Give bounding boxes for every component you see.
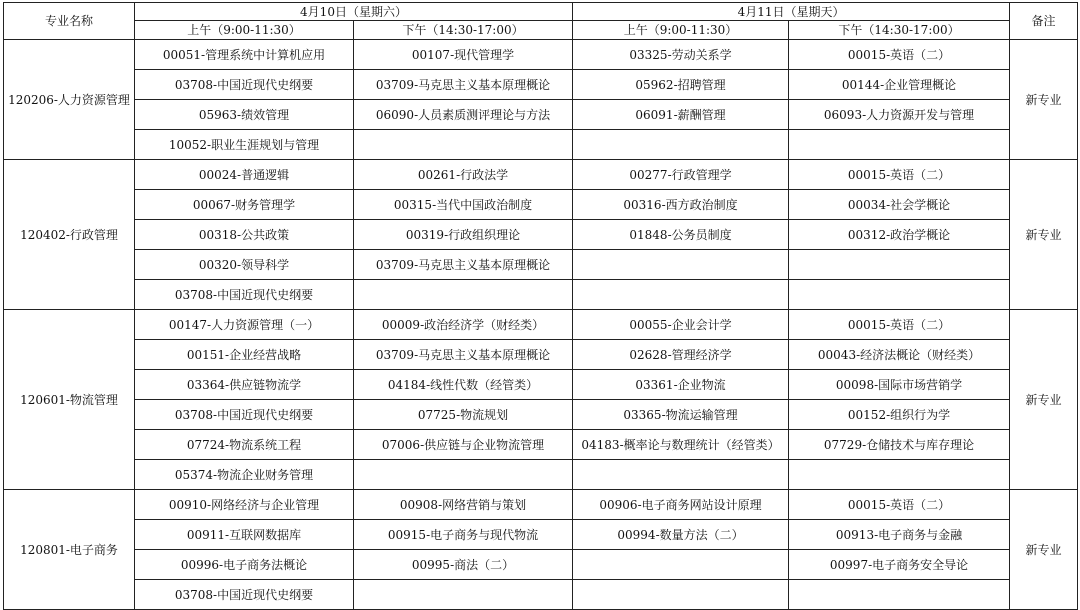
day2-pm-course: 00913-电子商务与金融 [789,520,1010,550]
day2-am-course: 00994-数量方法（二） [573,520,789,550]
day1-am-course: 03708-中国近现代史纲要 [135,580,354,610]
table-row [4,580,1078,610]
day2-pm-course [789,280,1010,310]
day2-pm-header: 下午（14:30-17:00） [789,21,1010,40]
day1-pm-course: 00009-政治经济学（财经类） [354,310,573,340]
note-cell: 新专业 [1010,490,1078,610]
major-name-cell: 120601-物流管理 [4,310,135,490]
day1-am-course: 07724-物流系统工程 [135,430,354,460]
day1-pm-course: 00261-行政法学 [354,160,573,190]
day1-pm-course [354,280,573,310]
day2-am-course [573,580,789,610]
day1-am-course: 03708-中国近现代史纲要 [135,280,354,310]
day2-am-course: 05962-招聘管理 [573,70,789,100]
major-name-cell: 120801-电子商务 [4,490,135,610]
day2-am-course: 03325-劳动关系学 [573,40,789,70]
table-row [4,40,1078,70]
header-row-sessions [4,21,1078,40]
table-row [4,70,1078,100]
day2-pm-course: 00015-英语（二） [789,310,1010,340]
day1-am-header: 上午（9:00-11:30） [135,21,354,40]
table-row [4,490,1078,520]
day1-am-course: 03364-供应链物流学 [135,370,354,400]
table-row [4,310,1078,340]
table-row [4,280,1078,310]
day2-am-course: 00906-电子商务网站设计原理 [573,490,789,520]
day1-am-course: 00051-管理系统中计算机应用 [135,40,354,70]
day1-am-course: 00151-企业经营战略 [135,340,354,370]
day1-am-course: 00067-财务管理学 [135,190,354,220]
day2-am-course: 00277-行政管理学 [573,160,789,190]
day2-pm-course: 00015-英语（二） [789,490,1010,520]
day1-header [135,3,573,21]
day2-pm-course: 00098-国际市场营销学 [789,370,1010,400]
day1-pm-course: 06090-人员素质测评理论与方法 [354,100,573,130]
exam-schedule-table [3,2,1078,610]
day2-date: 4月11日 [737,4,785,19]
day2-am-course: 06091-薪酬管理 [573,100,789,130]
table-row [4,130,1078,160]
day2-pm-course [789,580,1010,610]
day1-am-course: 00318-公共政策 [135,220,354,250]
note-cell: 新专业 [1010,160,1078,310]
day2-pm-course: 00144-企业管理概论 [789,70,1010,100]
day1-am-course: 03708-中国近现代史纲要 [135,70,354,100]
day1-am-course: 00910-网络经济与企业管理 [135,490,354,520]
day2-pm-course [789,460,1010,490]
header-row-dates [4,3,1078,21]
day2-am-course: 00055-企业会计学 [573,310,789,340]
table-row [4,370,1078,400]
table-row [4,520,1078,550]
day2-am-course [573,250,789,280]
day1-pm-course: 03709-马克思主义基本原理概论 [354,340,573,370]
day1-weekday: （星期六） [346,4,407,19]
day1-pm-course: 03709-马克思主义基本原理概论 [354,250,573,280]
day1-am-course: 03708-中国近现代史纲要 [135,400,354,430]
day1-am-course: 00147-人力资源管理（一） [135,310,354,340]
major-name-header: 专业名称 [4,3,135,40]
day2-pm-course: 00152-组织行为学 [789,400,1010,430]
day2-pm-course: 00015-英语（二） [789,40,1010,70]
day1-am-course: 00024-普通逻辑 [135,160,354,190]
day1-am-course: 05374-物流企业财务管理 [135,460,354,490]
day1-pm-course: 00315-当代中国政治制度 [354,190,573,220]
day2-pm-course [789,250,1010,280]
day1-pm-course [354,460,573,490]
day1-pm-course: 00107-现代管理学 [354,40,573,70]
major-name-cell: 120206-人力资源管理 [4,40,135,160]
table-row [4,340,1078,370]
day1-pm-course: 07006-供应链与企业物流管理 [354,430,573,460]
day1-am-course: 00996-电子商务法概论 [135,550,354,580]
day2-am-course: 00316-西方政治制度 [573,190,789,220]
day2-am-course [573,280,789,310]
table-row [4,400,1078,430]
table-row [4,100,1078,130]
day1-pm-header: 下午（14:30-17:00） [354,21,573,40]
day2-am-course: 02628-管理经济学 [573,340,789,370]
day2-pm-course: 06093-人力资源开发与管理 [789,100,1010,130]
table-row [4,460,1078,490]
day2-pm-course: 07729-仓储技术与库存理论 [789,430,1010,460]
table-row [4,190,1078,220]
day1-pm-course: 03709-马克思主义基本原理概论 [354,70,573,100]
day2-am-course: 03365-物流运输管理 [573,400,789,430]
day1-am-course: 10052-职业生涯规划与管理 [135,130,354,160]
day1-pm-course: 00908-网络营销与策划 [354,490,573,520]
note-header: 备注 [1010,3,1078,40]
day2-am-course: 01848-公务员制度 [573,220,789,250]
table-row [4,160,1078,190]
day1-pm-course: 00319-行政组织理论 [354,220,573,250]
day1-date: 4月10日 [300,4,347,19]
day1-pm-course: 07725-物流规划 [354,400,573,430]
day1-pm-course: 00915-电子商务与现代物流 [354,520,573,550]
day1-pm-course [354,580,573,610]
day1-pm-course: 04184-线性代数（经管类） [354,370,573,400]
day1-am-course: 00320-领导科学 [135,250,354,280]
day2-am-course [573,550,789,580]
day2-am-course: 03361-企业物流 [573,370,789,400]
table-row [4,250,1078,280]
day2-weekday: （星期天） [784,4,845,19]
day2-pm-course [789,130,1010,160]
note-cell: 新专业 [1010,310,1078,490]
day2-am-course [573,460,789,490]
day1-pm-course: 00995-商法（二） [354,550,573,580]
day2-header [573,3,1010,21]
note-cell: 新专业 [1010,40,1078,160]
table-row [4,430,1078,460]
day2-am-header: 上午（9:00-11:30） [573,21,789,40]
day2-am-course [573,130,789,160]
day1-am-course: 05963-绩效管理 [135,100,354,130]
day2-pm-course: 00312-政治学概论 [789,220,1010,250]
day2-pm-course: 00015-英语（二） [789,160,1010,190]
day2-pm-course: 00997-电子商务安全导论 [789,550,1010,580]
table-row [4,220,1078,250]
major-name-cell: 120402-行政管理 [4,160,135,310]
day2-pm-course: 00043-经济法概论（财经类） [789,340,1010,370]
table-row [4,550,1078,580]
day1-pm-course [354,130,573,160]
day2-am-course: 04183-概率论与数理统计（经管类） [573,430,789,460]
day2-pm-course: 00034-社会学概论 [789,190,1010,220]
day1-am-course: 00911-互联网数据库 [135,520,354,550]
